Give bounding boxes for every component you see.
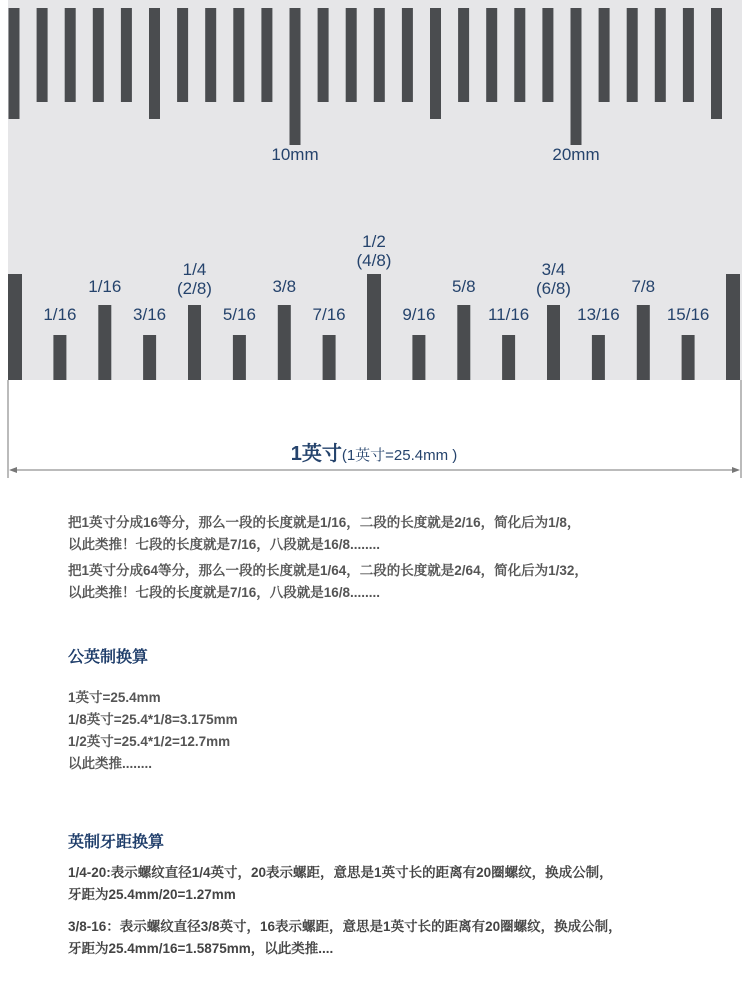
inch-label [402,305,435,324]
inch-label-line: (2/8) [177,279,212,298]
mm-tick [261,8,272,102]
mm-tick [486,8,497,102]
intro-paragraph-1 [68,512,740,556]
intro-p1-line1: 把1英寸分成16等分，那么一段的长度就是1/16，二段的长度就是2/16，简化后为1/8， [68,515,581,530]
inch-label [88,277,121,296]
mm-tick [683,8,694,102]
mm-tick [149,8,160,119]
inch-label-line: 3/8 [272,277,297,296]
inch-tick [682,335,695,380]
dimension-arrow-left [9,467,17,473]
mm-tick [599,8,610,102]
thread-p1-line2: 牙距为25.4mm/20=1.27mm [68,887,236,902]
inch-tick [592,335,605,380]
inch-label [43,305,76,324]
metric-line: 1/2英寸=25.4*1/2=12.7mm [68,734,231,749]
inch-tick [547,305,560,380]
mm-tick [346,8,357,102]
mm-tick [318,8,329,102]
inch-tick [143,335,156,380]
inch-label-line: (4/8) [356,251,392,270]
inch-tick [278,305,291,380]
metric-lines [68,687,740,775]
mm-tick [542,8,553,102]
mm-tick [93,8,104,102]
inch-label [313,305,346,324]
mm-tick [205,8,216,102]
inch-tick [412,335,425,380]
inch-label [452,277,476,296]
mm-tick [290,8,301,145]
inch-label-line: 1/16 [88,277,122,296]
inch-label-line: 9/16 [402,305,436,324]
inch-label-line: 1/2 [362,232,386,251]
inch-tick [457,305,470,380]
inch-label [272,277,296,296]
inch-label [488,305,529,324]
inch-label [667,305,710,324]
dimension-main: 1英寸 [290,443,342,465]
mm-tick [571,8,582,145]
inch-tick [502,335,515,380]
intro-p2-line2: 以此类推！七段的长度就是7/16，八段就是16/8........ [68,585,381,600]
mm-tick [9,8,20,119]
inch-label [133,305,166,324]
inch-label-line: 7/8 [631,277,656,296]
thread-paragraph-2 [68,916,740,960]
mm-tick [402,8,413,102]
dimension-arrow-right [732,467,740,473]
inch-tick [637,305,650,380]
intro-paragraph-2 [68,560,740,604]
inch-tick [98,305,111,380]
mm-tick [374,8,385,102]
dimension-label [291,441,458,465]
inch-tick [53,335,66,380]
mm-tick [655,8,666,102]
inch-label-line: 5/8 [451,277,476,296]
mm-tick [711,8,722,119]
mm-tick [430,8,441,119]
inch-tick [726,274,740,380]
thread-p2-line1: 3/8-16：表示螺纹直径3/8英寸，16表示螺距，意思是1英寸长的距离有20圈螺纹，换成公制， [68,919,622,934]
dimension-sub: (1英寸=25.4mm ) [341,447,458,464]
mm-tick [65,8,76,102]
inch-label-line: 5/16 [222,305,256,324]
thread-p1-line1: 1/4-20:表示螺纹直径1/4英寸，20表示螺距，意思是1英寸长的距离有20圈螺纹，换成公制， [68,865,613,880]
mm-tick [627,8,638,102]
metric-line: 1英寸=25.4mm [68,690,161,705]
mm-label-10: 10mm [271,145,319,164]
inch-tick [233,335,246,380]
inch-tick [367,274,381,380]
mm-tick [177,8,188,102]
inch-tick [188,305,201,380]
metric-line: 以此类推........ [68,756,153,771]
ruler-diagram [0,0,750,480]
inch-label-line: 11/16 [487,305,530,324]
mm-tick [121,8,132,102]
mm-tick [37,8,48,102]
inch-label [223,305,256,324]
inch-tick [323,335,336,380]
inch-label-line: 3/16 [133,305,167,324]
inch-tick [8,274,22,380]
inch-label [577,305,620,324]
metric-title: 公英制换算 [68,649,149,666]
mm-tick [458,8,469,102]
intro-p2-line1: 把1英寸分成64等分，那么一段的长度就是1/64，二段的长度就是2/64，简化后为1/32， [68,563,588,578]
inch-label-line: 1/16 [43,305,77,324]
inch-label-line: 3/4 [541,260,566,279]
metric-line: 1/8英寸=25.4*1/8=3.175mm [68,712,238,727]
mm-tick [233,8,244,102]
thread-paragraph-1 [68,862,740,906]
inch-label-line: 13/16 [577,305,620,324]
inch-label-line: 1/4 [182,260,207,279]
inch-label-line: 15/16 [666,305,710,324]
inch-label [631,277,655,296]
mm-label-20: 20mm [552,145,600,164]
inch-label-line: 7/16 [312,305,346,324]
thread-title: 英制牙距换算 [68,834,165,851]
intro-p1-line2: 以此类推！七段的长度就是7/16，八段就是16/8........ [68,537,381,552]
text-content [68,512,740,960]
thread-p2-line2: 牙距为25.4mm/16=1.5875mm，以此类推.... [68,941,334,956]
mm-tick [514,8,525,102]
inch-label-line: (6/8) [536,279,571,298]
